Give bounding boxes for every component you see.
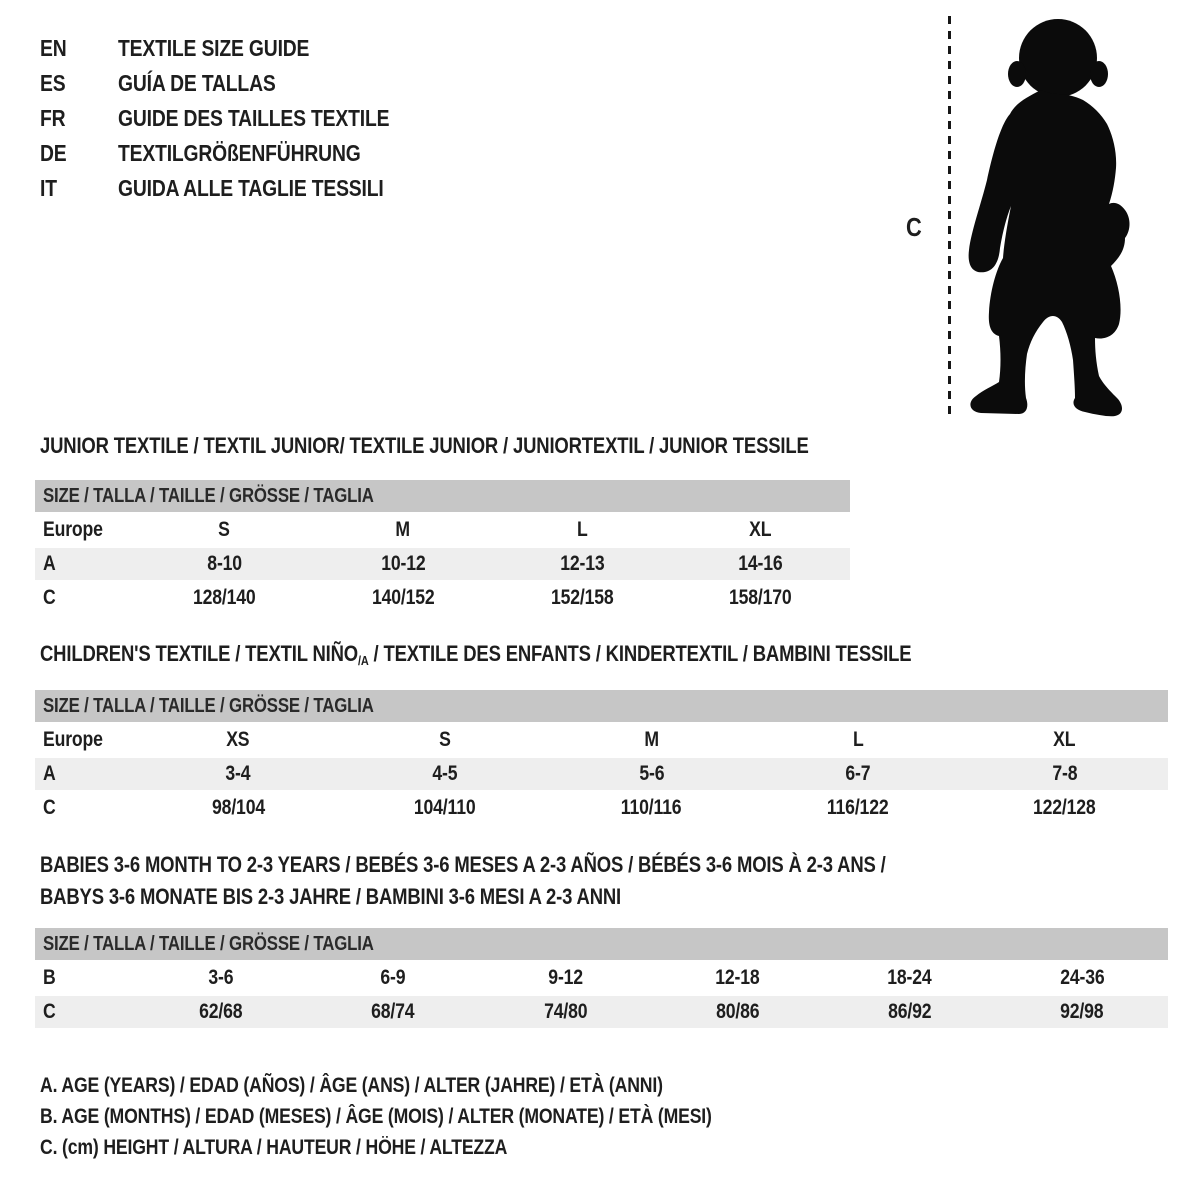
children-title-rest: / TEXTILE DES ENFANTS / KINDERTEXTIL / BAMBINI TESSILE [368, 641, 912, 666]
size-cell: 116/122 [827, 796, 889, 819]
size-cell: XS [226, 728, 250, 751]
size-cell: 6-7 [845, 762, 871, 785]
language-row-en [40, 31, 441, 66]
legend-line-age-months: B. AGE (MONTHS) / EDAD (MESES) / ÂGE (MOIS) / ALTER (MONATE) / ETÀ (MESI) [40, 1104, 712, 1128]
language-row-de [40, 136, 441, 171]
row-label: A [43, 762, 56, 785]
size-cell: S [439, 728, 451, 751]
size-cell: 104/110 [414, 796, 476, 819]
size-cell: 122/128 [1033, 796, 1096, 819]
size-cell: 140/152 [371, 586, 435, 609]
size-cell: L [852, 728, 864, 751]
size-cell: 158/170 [729, 586, 792, 609]
size-cell: 68/74 [371, 1000, 415, 1023]
size-cell: XL [749, 518, 772, 541]
babies-size-table [35, 928, 1168, 1028]
size-cell: 12-18 [715, 966, 760, 989]
size-header-label: SIZE / TALLA / TAILLE / GRÖSSE / TAGLIA [43, 694, 374, 717]
language-row-it [40, 171, 441, 206]
babies-section-title [40, 849, 1047, 913]
size-cell: 18-24 [887, 966, 932, 989]
size-cell: 3-6 [208, 966, 234, 989]
children-section-title [40, 641, 911, 668]
size-cell: 10-12 [380, 552, 426, 575]
babies-title-line2: BABYS 3-6 MONATE BIS 2-3 JAHRE / BAMBINI 3-6 MESI A 2-3 ANNI [40, 884, 622, 909]
size-cell: 9-12 [548, 966, 583, 989]
table-row-months [35, 962, 1168, 994]
language-title: TEXTILGRÖßENFÜHRUNG [118, 140, 361, 166]
language-code: DE [40, 140, 67, 166]
language-title: GUIDA ALLE TAGLIE TESSILI [118, 175, 384, 201]
size-cell: 8-10 [207, 552, 242, 575]
language-list [40, 31, 441, 206]
language-row-es [40, 66, 441, 101]
table-row-height [35, 792, 1168, 824]
babies-title-line1: BABIES 3-6 MONTH TO 2-3 YEARS / BEBÉS 3-6 MESES A 2-3 AÑOS / BÉBÉS 3-6 MOIS À 2-3 ANS / [40, 852, 886, 877]
size-cell: 98/104 [211, 796, 265, 819]
size-cell: L [576, 518, 588, 541]
size-cell: S [218, 518, 231, 541]
height-measure-label: C [906, 212, 922, 242]
table-row-height [35, 996, 1168, 1028]
size-cell: 6-9 [380, 966, 406, 989]
language-title: GUIDE DES TAILLES TEXTILE [118, 105, 390, 131]
size-cell: 7-8 [1052, 762, 1078, 785]
size-cell: 24-36 [1059, 966, 1105, 989]
legend-line-height: C. (cm) HEIGHT / ALTURA / HAUTEUR / HÖHE / ALTEZZA [40, 1135, 508, 1159]
baby-body-shape [969, 90, 1130, 416]
size-cell: 4-5 [432, 762, 458, 785]
junior-size-header-bar [35, 480, 850, 512]
size-cell: XL [1053, 728, 1076, 751]
size-cell: M [395, 518, 411, 541]
size-cell: 14-16 [738, 552, 783, 575]
size-cell: 128/140 [193, 586, 256, 609]
legend-line-age-years: A. AGE (YEARS) / EDAD (AÑOS) / ÂGE (ANS) / ALTER (JAHRE) / ETÀ (ANNI) [40, 1073, 663, 1097]
row-label: C [43, 1000, 56, 1023]
table-row-height [35, 582, 850, 614]
junior-section-title: JUNIOR TEXTILE / TEXTIL JUNIOR/ TEXTILE JUNIOR / JUNIORTEXTIL / JUNIOR TESSILE [40, 433, 809, 458]
legend [40, 1070, 840, 1163]
size-cell: M [644, 728, 659, 751]
language-code: ES [40, 70, 66, 96]
table-row-europe [35, 514, 850, 546]
baby-ear-left-shape [1008, 61, 1026, 87]
language-title: GUÍA DE TALLAS [118, 70, 276, 96]
junior-size-table [35, 480, 850, 614]
row-label: Europe [43, 728, 103, 751]
children-size-table [35, 690, 1168, 824]
row-label: Europe [43, 518, 103, 541]
table-row-age [35, 548, 850, 580]
row-label: B [43, 966, 56, 989]
size-cell: 62/68 [199, 1000, 243, 1023]
baby-silhouette [963, 12, 1140, 418]
size-cell: 5-6 [638, 762, 664, 785]
size-cell: 3-4 [225, 762, 251, 785]
children-size-header-bar [35, 690, 1168, 722]
size-cell: 12-13 [559, 552, 605, 575]
baby-head-shape [1019, 19, 1097, 97]
table-row-age [35, 758, 1168, 790]
size-cell: 152/158 [550, 586, 614, 609]
row-label: C [43, 796, 56, 819]
size-cell: 80/86 [715, 1000, 760, 1023]
language-code: IT [40, 175, 57, 201]
size-cell: 86/92 [888, 1000, 932, 1023]
size-header-label: SIZE / TALLA / TAILLE / GRÖSSE / TAGLIA [43, 932, 374, 955]
baby-ear-right-shape [1090, 61, 1108, 87]
children-title-subscript: /A [357, 653, 369, 668]
language-code: EN [40, 35, 67, 61]
size-cell: 92/98 [1060, 1000, 1104, 1023]
language-title: TEXTILE SIZE GUIDE [118, 35, 310, 61]
height-measure-dashed-line [948, 16, 951, 414]
children-title-main: CHILDREN'S TEXTILE / TEXTIL NIÑO [40, 641, 358, 666]
row-label: A [43, 552, 56, 575]
table-row-europe [35, 724, 1168, 756]
size-cell: 74/80 [543, 1000, 588, 1023]
babies-size-header-bar [35, 928, 1168, 960]
row-label: C [43, 586, 56, 609]
size-cell: 110/116 [621, 796, 682, 819]
language-row-fr [40, 101, 441, 136]
size-header-label: SIZE / TALLA / TAILLE / GRÖSSE / TAGLIA [43, 484, 374, 507]
language-code: FR [40, 105, 66, 131]
